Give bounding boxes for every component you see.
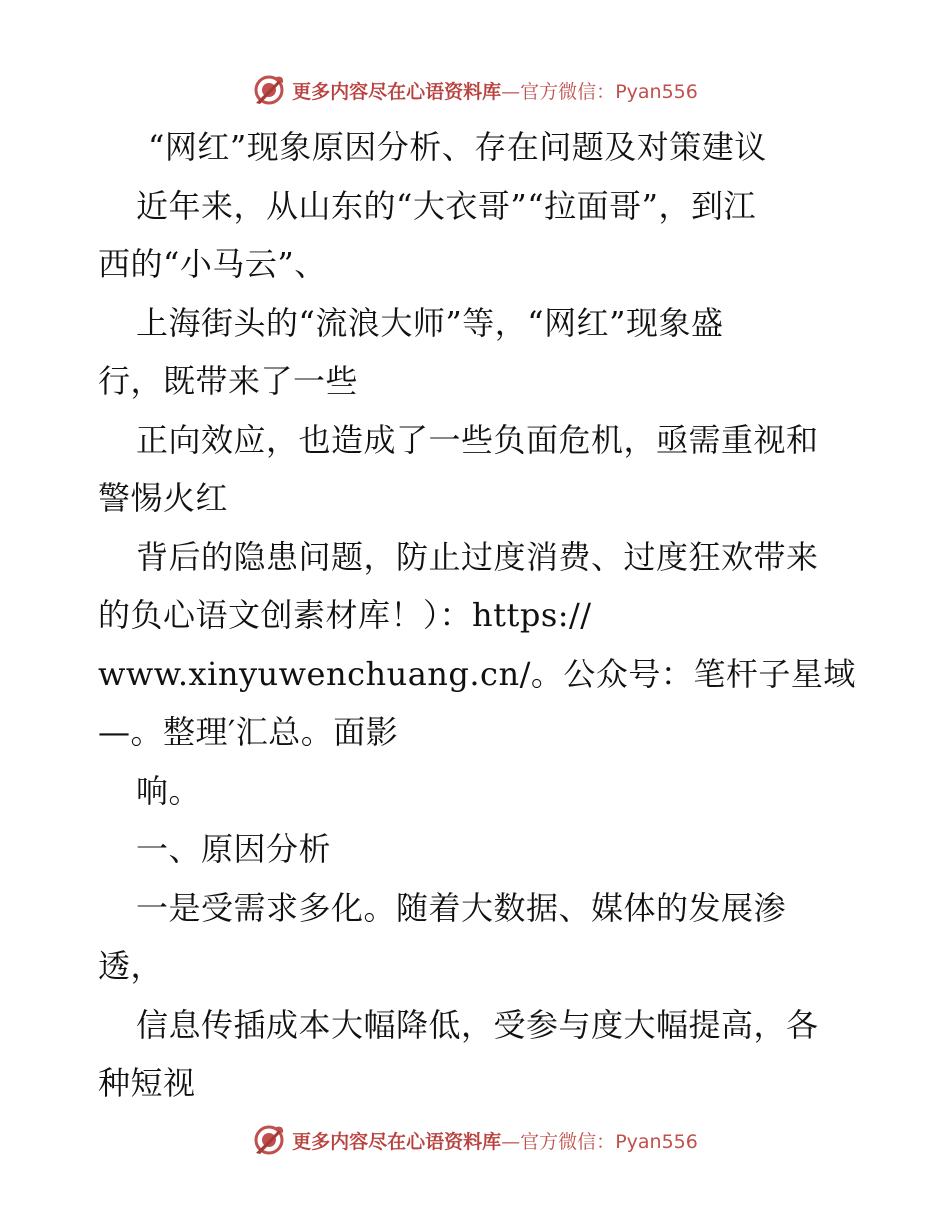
banner-brand: 更多内容尽在心语资料库 bbox=[292, 80, 502, 103]
quill-seal-icon bbox=[252, 1123, 286, 1157]
paragraph-line: www.xinyuwenchuang.cn/。公众号：笔杆子星域 bbox=[98, 654, 856, 693]
paragraph-line: 响。 bbox=[136, 771, 202, 810]
paragraph-line: 正向效应，也造成了一些负面危机，亟需重视和 bbox=[136, 420, 819, 459]
quill-seal-icon bbox=[252, 73, 286, 107]
paragraph-line: 种短视 bbox=[98, 1064, 196, 1102]
banner-separator: — bbox=[501, 1130, 521, 1153]
banner-text bbox=[292, 77, 698, 104]
banner-contact-label: 官方微信： bbox=[520, 1130, 616, 1153]
document-title: “网红”现象原因分析、存在问题及对策建议 bbox=[148, 128, 767, 166]
banner-separator: — bbox=[501, 80, 521, 103]
banner-contact-id: Pyan556 bbox=[615, 1130, 698, 1153]
page-header-banner bbox=[0, 70, 950, 110]
banner bbox=[252, 73, 698, 107]
paragraph-line: 透， bbox=[98, 947, 164, 985]
paragraph-line: 信息传插成本大幅降低，受参与度大幅提高，各 bbox=[136, 1005, 819, 1044]
paragraph-line: 行，既带来了一些 bbox=[98, 362, 359, 400]
banner-contact-id: Pyan556 bbox=[615, 80, 698, 103]
paragraph-line: 西的“小马云”、 bbox=[98, 245, 327, 283]
paragraph-line: 近年来，从山东的“大衣哥”“拉面哥”，到江 bbox=[136, 186, 756, 225]
section-heading: 一、原因分析 bbox=[136, 830, 332, 868]
paragraph-line: 背后的隐患问题，防止过度消费、过度狂欢带来 bbox=[136, 537, 819, 576]
paragraph-line: 的负心语文创素材库！）：https:// bbox=[98, 596, 592, 634]
paragraph-line: —。整理′汇总。面影 bbox=[98, 713, 399, 751]
banner bbox=[252, 1123, 698, 1157]
paragraph-line: 一是受需求多化。随着大数据、媒体的发展渗 bbox=[136, 888, 787, 927]
banner-contact-label: 官方微信： bbox=[520, 80, 616, 103]
banner-brand: 更多内容尽在心语资料库 bbox=[292, 1130, 502, 1153]
page-footer-banner bbox=[0, 1120, 950, 1160]
banner-text bbox=[292, 1127, 698, 1154]
document-body bbox=[98, 118, 858, 1113]
paragraph-line: 警惕火红 bbox=[98, 479, 229, 517]
paragraph-line: 上海街头的“流浪大师”等，“网红”现象盛 bbox=[136, 303, 724, 342]
